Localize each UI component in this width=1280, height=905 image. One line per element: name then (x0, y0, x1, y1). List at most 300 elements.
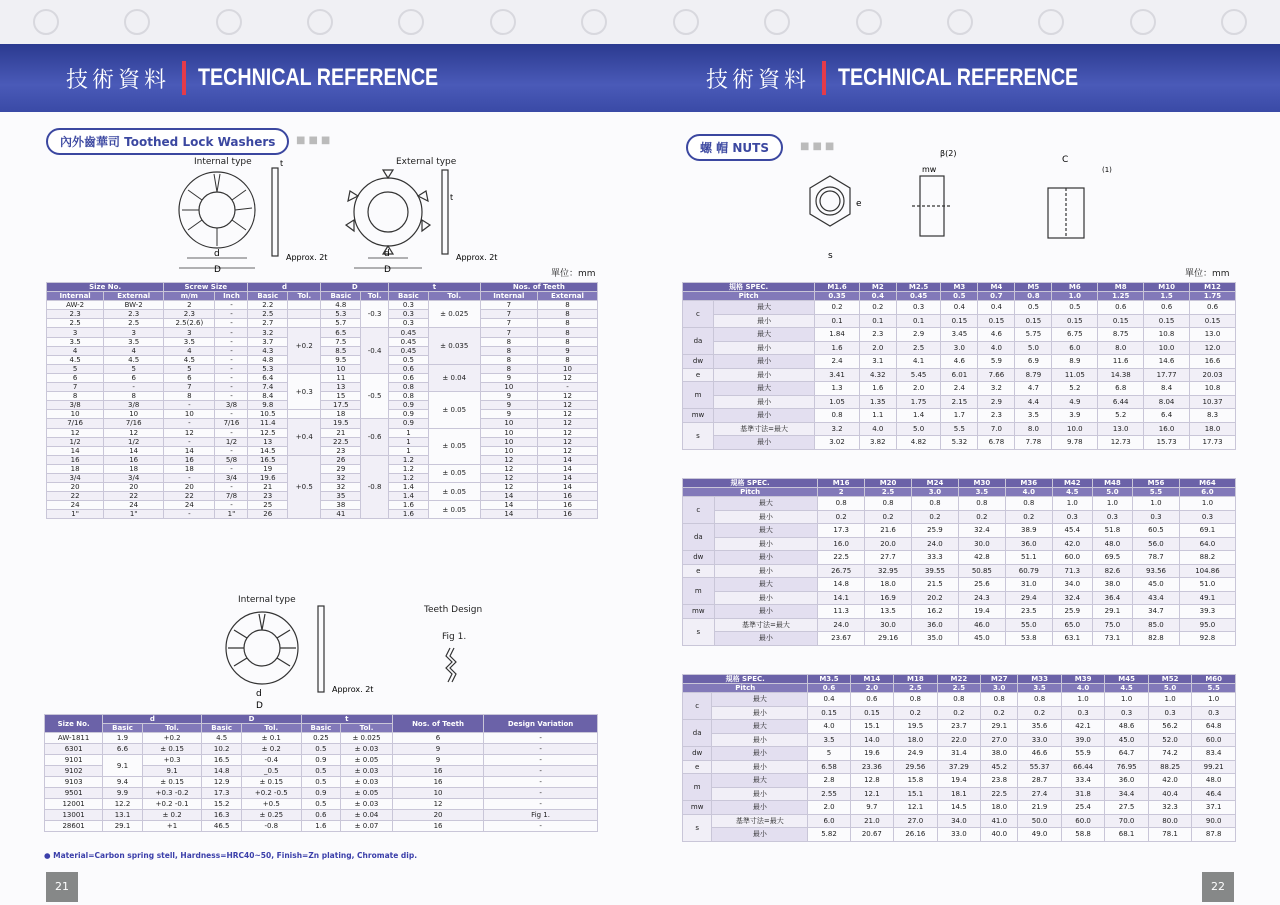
table-cell: 1.0 (1133, 497, 1180, 511)
table-cell: 10 (480, 428, 537, 437)
table-cell: 22.5 (818, 551, 865, 565)
table-row (45, 799, 598, 810)
table-cell: 25.9 (1052, 605, 1092, 619)
table-cell: 20 (392, 810, 483, 821)
table-cell: 16 (537, 501, 597, 510)
table-cell: ± 0.03 (341, 766, 393, 777)
header-cell: Tol. (361, 292, 389, 301)
table-cell: 36.4 (1092, 591, 1132, 605)
table-cell: 18 (321, 410, 361, 419)
table-cell: 60.0 (1192, 733, 1236, 747)
table-cell: 69.5 (1092, 551, 1132, 565)
table-cell: 15.1 (894, 787, 938, 801)
table-cell: 8.4 (248, 392, 288, 401)
banner-title-zh: 技術資料 (66, 67, 171, 93)
table-cell: 1.0 (1092, 497, 1132, 511)
table-cell: 0.45 (389, 328, 429, 337)
table-cell: 13.0 (1098, 422, 1144, 436)
table-cell: 24.0 (912, 537, 959, 551)
table-cell: 0.3 (1061, 706, 1105, 720)
table-cell: 18.1 (937, 787, 981, 801)
table-cell: 12 (537, 446, 597, 455)
table-cell: - (484, 788, 598, 799)
table-row (47, 437, 598, 446)
header-cell: 3.5 (958, 488, 1005, 497)
table-cell: 最大 (713, 301, 814, 315)
header-cell: M24 (912, 479, 959, 488)
table-row (683, 733, 1236, 747)
table-cell: 27.4 (1018, 787, 1062, 801)
table-cell: 8.04 (1144, 395, 1190, 409)
table-cell: 1.75 (896, 395, 941, 409)
table-cell: 0.25 (301, 733, 341, 744)
table-cell: 34.0 (937, 814, 981, 828)
table-cell: 0.8 (894, 693, 938, 707)
table-row (45, 810, 598, 821)
table-cell: 6.6 (103, 744, 143, 755)
table-cell: 2.5 (104, 319, 164, 328)
table-cell: 2.8 (808, 774, 850, 788)
header-cell: Basic (202, 724, 242, 733)
table-cell: +0.3 -0.2 (142, 788, 202, 799)
table-cell: 12 (537, 401, 597, 410)
header-cell: Tol. (341, 724, 393, 733)
header-cell: 0.5 (941, 292, 978, 301)
table-cell: 55.0 (1005, 618, 1052, 632)
table-cell: 46.0 (958, 618, 1005, 632)
table-cell: - (484, 799, 598, 810)
table-cell: 9 (480, 401, 537, 410)
table-cell: 29.1 (981, 720, 1018, 734)
table-cell: 最小 (714, 551, 818, 565)
table-cell: 0.3 (389, 301, 429, 310)
table-row (45, 821, 598, 832)
table-cell: 0.6 (389, 373, 429, 382)
table-cell: 21.5 (912, 578, 959, 592)
table-cell: 36.0 (1105, 774, 1149, 788)
table-cell: 37.29 (937, 760, 981, 774)
table-cell: - (215, 319, 248, 328)
table-cell: ± 0.05 (341, 788, 393, 799)
table-cell: 9.78 (1052, 436, 1098, 450)
table-cell: 12.5 (248, 428, 288, 437)
table-cell: 74.2 (1148, 747, 1192, 761)
table-cell: 0.6 (1144, 301, 1190, 315)
table-cell: - (215, 328, 248, 337)
table-cell: 2.3 (164, 310, 215, 319)
table-cell: 78.7 (1133, 551, 1180, 565)
table-cell: ± 0.15 (241, 777, 301, 788)
table-cell: 0.2 (815, 301, 860, 315)
svg-text:mw: mw (922, 165, 937, 174)
table-cell: 12001 (45, 799, 103, 810)
table-cell: 0.45 (389, 337, 429, 346)
table-cell: 5.7 (321, 319, 361, 328)
header-cell: 4.5 (1052, 488, 1092, 497)
table-cell: 5.82 (808, 828, 850, 842)
table-cell: 22 (104, 492, 164, 501)
table-cell: 14 (47, 446, 104, 455)
table-cell: 3.02 (815, 436, 860, 450)
table-cell: 31.0 (1005, 578, 1052, 592)
table-cell: 4 (47, 346, 104, 355)
table-cell: 0.45 (389, 346, 429, 355)
table-cell: 14 (104, 446, 164, 455)
table-cell: 最小 (712, 801, 808, 815)
header-cell: M48 (1092, 479, 1132, 488)
table-row (47, 492, 598, 501)
header-cell: t (389, 283, 481, 292)
table-cell: e (683, 760, 712, 774)
table-cell: 10 (104, 410, 164, 419)
header-cell: M36 (1005, 479, 1052, 488)
table-cell: 66.44 (1061, 760, 1105, 774)
table-cell: 27.0 (981, 733, 1018, 747)
table-cell: 9.9 (103, 788, 143, 799)
table-cell: 9 (537, 346, 597, 355)
table-cell: 33.0 (1018, 733, 1062, 747)
table-cell: 14 (480, 492, 537, 501)
svg-text:D: D (256, 701, 263, 711)
table-cell: 38.0 (1092, 578, 1132, 592)
table-cell: 5.9 (978, 355, 1015, 369)
table-cell: 22.5 (981, 787, 1018, 801)
table-row (47, 328, 598, 337)
table-cell: 8 (480, 364, 537, 373)
table-cell: 20.03 (1190, 368, 1236, 382)
table-cell: 最大 (714, 578, 818, 592)
table-cell: 8 (537, 319, 597, 328)
table-cell: 2.4 (941, 382, 978, 396)
table-cell: 32.4 (1052, 591, 1092, 605)
table-cell: 3.2 (815, 422, 860, 436)
table-cell: 1.6 (815, 341, 860, 355)
table-cell: 12 (47, 428, 104, 437)
table-cell: 29.1 (1092, 605, 1132, 619)
table-cell: - (215, 464, 248, 473)
table-cell: 10.0 (1052, 422, 1098, 436)
table-cell: 1.35 (859, 395, 896, 409)
table-cell: 69.1 (1179, 524, 1235, 538)
table-cell: 1.6 (859, 382, 896, 396)
table-cell: 0.15 (1190, 314, 1236, 328)
table-cell: +0.2 -0.5 (241, 788, 301, 799)
table-cell: 1.4 (389, 483, 429, 492)
section-title-washers: 內外齒華司 Toothed Lock Washers (46, 128, 289, 155)
table-cell: 52.0 (1148, 733, 1192, 747)
header-cell: d (103, 715, 202, 724)
table-cell: 49.1 (1179, 591, 1235, 605)
table-cell: 最小 (713, 314, 814, 328)
svg-text:d: d (384, 249, 390, 259)
fig1-label: Fig 1. (442, 632, 467, 642)
table-cell: 8 (537, 301, 597, 310)
table-cell: 7 (480, 328, 537, 337)
table-cell: 0.8 (937, 693, 981, 707)
table-cell: s (683, 814, 712, 841)
table-cell: 12 (537, 373, 597, 382)
table-cell: - (215, 483, 248, 492)
table-cell: m (683, 774, 712, 801)
header-cell: 2.5 (894, 684, 938, 693)
table-cell: 0.6 (850, 693, 894, 707)
table-cell: 最小 (713, 436, 814, 450)
table-cell: 23.36 (850, 760, 894, 774)
table-cell: 83.4 (1192, 747, 1236, 761)
table-cell: 16 (537, 510, 597, 519)
table-cell: 8.9 (1052, 355, 1098, 369)
table-cell: 0.15 (1144, 314, 1190, 328)
table-row (47, 346, 598, 355)
table-row (683, 720, 1236, 734)
table-cell: 1/2 (215, 437, 248, 446)
table-cell: 5.0 (1015, 341, 1052, 355)
table-cell: 38 (321, 501, 361, 510)
table-cell: ± 0.15 (142, 744, 202, 755)
table-cell: 23.5 (1005, 605, 1052, 619)
table-cell: 34.4 (1105, 787, 1149, 801)
header-cell: Inch (215, 292, 248, 301)
table-cell: 7.78 (1015, 436, 1052, 450)
table-cell: 20 (47, 483, 104, 492)
header-cell: 3.0 (912, 488, 959, 497)
table-cell: - (215, 428, 248, 437)
table-row (47, 510, 598, 519)
table-cell: 36.0 (1005, 537, 1052, 551)
table-cell: 0.6 (1190, 301, 1236, 315)
table-cell: 3.7 (248, 337, 288, 346)
table-cell: - (215, 410, 248, 419)
table-cell: 最小 (714, 632, 818, 646)
table-cell: 3.2 (248, 328, 288, 337)
table-cell: 1 (389, 446, 429, 455)
table-cell: 19.5 (894, 720, 938, 734)
table-cell: 6.5 (321, 328, 361, 337)
header-cell: 規格 SPEC. (683, 479, 818, 488)
table-cell: 4.5 (104, 355, 164, 364)
table-cell: mw (683, 409, 714, 423)
table-cell: - (215, 301, 248, 310)
table-cell: 6.44 (1098, 395, 1144, 409)
table-cell: 11.4 (248, 419, 288, 428)
table-cell: 45.0 (1105, 733, 1149, 747)
header-cell: 1.25 (1098, 292, 1144, 301)
table-cell: 63.1 (1052, 632, 1092, 646)
table-row (683, 551, 1236, 565)
table-cell: 10 (537, 364, 597, 373)
table-cell: 3 (104, 328, 164, 337)
table-cell: 0.8 (912, 497, 959, 511)
header-cell: Design Variation (484, 715, 598, 733)
table-row (683, 524, 1236, 538)
table-cell: 0.3 (1052, 510, 1092, 524)
table-cell: +0.3 (288, 373, 321, 409)
washer-table (46, 282, 598, 519)
table-cell: 7 (480, 319, 537, 328)
table-cell: ± 0.025 (341, 733, 393, 744)
table-cell: 31.8 (1061, 787, 1105, 801)
table-cell: 12 (537, 392, 597, 401)
table-cell: 1.7 (941, 409, 978, 423)
table-cell: 0.8 (981, 693, 1018, 707)
table-cell: 2.9 (896, 328, 941, 342)
header-cell: Tol. (288, 292, 321, 301)
table-cell: 0.4 (808, 693, 850, 707)
table-cell: 5 (808, 747, 850, 761)
table-cell: BW-2 (104, 301, 164, 310)
table-cell: - (164, 419, 215, 428)
header-cell: 0.6 (808, 684, 850, 693)
table-row (47, 319, 598, 328)
table-cell: 16 (47, 455, 104, 464)
table-cell: 22 (164, 492, 215, 501)
table-cell: - (215, 355, 248, 364)
table-row (47, 473, 598, 482)
table-cell: 5.0 (896, 422, 941, 436)
table-cell: 41 (321, 510, 361, 519)
table-cell: 29.56 (894, 760, 938, 774)
table-cell: 8 (480, 346, 537, 355)
table-cell: 12 (537, 428, 597, 437)
table-cell: 14.0 (850, 733, 894, 747)
header-cell: 0.7 (978, 292, 1015, 301)
material-note: ● Material=Carbon spring stell, Hardness=HRC40~50, Finish=Zn plating, Chromate dip. (44, 851, 418, 860)
table-cell: ± 0.03 (341, 777, 393, 788)
table-cell: 10.37 (1190, 395, 1236, 409)
table-cell: 20.0 (865, 537, 912, 551)
table-cell: 2.3 (859, 328, 896, 342)
table-cell: - (215, 383, 248, 392)
table-cell: 9102 (45, 766, 103, 777)
table-cell: 1.0 (1061, 693, 1105, 707)
header-cell: Pitch (683, 292, 815, 301)
table-row (683, 747, 1236, 761)
table-cell: 6.8 (1098, 382, 1144, 396)
header-cell: Basic (389, 292, 429, 301)
table-cell: 20.2 (912, 591, 959, 605)
table-cell: ± 0.05 (428, 464, 480, 482)
table-cell: 17.3 (202, 788, 242, 799)
table-cell: 8.3 (1190, 409, 1236, 423)
table-cell: 0.15 (978, 314, 1015, 328)
table-row (683, 422, 1236, 436)
table-cell: 14 (480, 501, 537, 510)
svg-text:Approx. 2t: Approx. 2t (332, 685, 374, 694)
header-cell: 規格 SPEC. (683, 675, 808, 684)
table-cell: 18.0 (865, 578, 912, 592)
table-cell: 0.9 (389, 401, 429, 410)
header-cell: 3.5 (1018, 684, 1062, 693)
table-cell: 0.15 (850, 706, 894, 720)
table-cell: 8 (537, 310, 597, 319)
table-cell: 0.8 (1018, 693, 1062, 707)
table-cell: 最小 (713, 395, 814, 409)
table-cell: 3.5 (808, 733, 850, 747)
table-cell: 88.25 (1148, 760, 1192, 774)
table-cell: 3.5 (104, 337, 164, 346)
table-cell: 42.0 (1052, 537, 1092, 551)
table-cell: 29.1 (103, 821, 143, 832)
table-cell: 8.5 (321, 346, 361, 355)
header-cell: M20 (865, 479, 912, 488)
table-cell: 23.67 (818, 632, 865, 646)
table-cell: 3.2 (978, 382, 1015, 396)
table-row (683, 814, 1236, 828)
header-cell: 5.0 (1092, 488, 1132, 497)
table-cell: 8.79 (1015, 368, 1052, 382)
table-cell: 64.0 (1179, 537, 1235, 551)
header-cell: Internal (47, 292, 104, 301)
table-cell: 1.0 (1052, 497, 1092, 511)
header-cell: Basic (301, 724, 341, 733)
table-cell: 0.5 (1015, 301, 1052, 315)
table-cell: 8.0 (1098, 341, 1144, 355)
table-cell: 1.84 (815, 328, 860, 342)
table-cell: 5.5 (941, 422, 978, 436)
table-cell: 12 (480, 464, 537, 473)
table-cell: 14 (480, 510, 537, 519)
table-cell: 2 (164, 301, 215, 310)
table-cell: 9.1 (142, 766, 202, 777)
table-cell: 1.6 (389, 510, 429, 519)
table-cell: 25 (248, 501, 288, 510)
table-cell: - (215, 346, 248, 355)
table-cell: ± 0.03 (341, 799, 393, 810)
table-cell: 55.37 (1018, 760, 1062, 774)
table-cell: -0.8 (241, 821, 301, 832)
table-cell: 17.77 (1144, 368, 1190, 382)
table-row (683, 828, 1236, 842)
header-cell: M27 (981, 675, 1018, 684)
table-cell: 3.0 (941, 341, 978, 355)
table-cell: 0.3 (1133, 510, 1180, 524)
table-row (47, 483, 598, 492)
table-cell: - (164, 510, 215, 519)
table-cell: 1.2 (389, 455, 429, 464)
table-cell: ± 0.04 (428, 364, 480, 391)
table-cell: 16 (164, 455, 215, 464)
table-cell: 12.2 (103, 799, 143, 810)
table-cell: 33.0 (937, 828, 981, 842)
header-cell: Nos. of Teeth (392, 715, 483, 733)
table-cell: 0.6 (389, 364, 429, 373)
header-cell: M10 (1144, 283, 1190, 292)
table-cell: 4.7 (1015, 382, 1052, 396)
table-cell: 0.3 (1192, 706, 1236, 720)
svg-text:Approx. 2t: Approx. 2t (286, 253, 328, 262)
table-cell: 40.4 (1148, 787, 1192, 801)
table-row (683, 787, 1236, 801)
header-cell: Basic (321, 292, 361, 301)
svg-text:e: e (856, 199, 862, 209)
table-cell: 0.3 (1105, 706, 1149, 720)
table-cell: 4.8 (248, 355, 288, 364)
table-cell: 3.5 (1015, 409, 1052, 423)
svg-text:C: C (1062, 155, 1069, 165)
table-cell: 50.85 (958, 564, 1005, 578)
table-cell: 32 (321, 483, 361, 492)
table-cell: 42.1 (1061, 720, 1105, 734)
nut-diagram (780, 148, 1140, 268)
table-cell: 0.5 (301, 744, 341, 755)
table-cell: - (215, 373, 248, 382)
table-cell: 0.3 (1092, 510, 1132, 524)
table-cell: 16.0 (1144, 422, 1190, 436)
table-cell: 基準寸法=最大 (712, 814, 808, 828)
table-cell: 3 (164, 328, 215, 337)
table-cell: da (683, 720, 712, 747)
table-cell: 51.8 (1092, 524, 1132, 538)
